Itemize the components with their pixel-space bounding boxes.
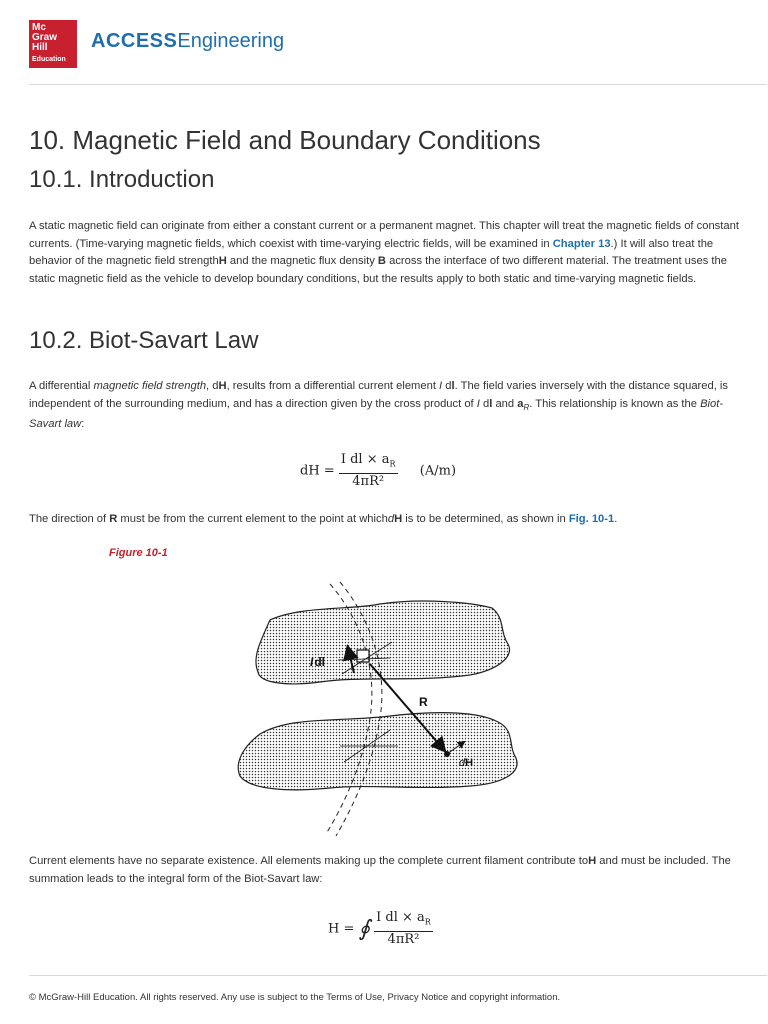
symbol-H: H <box>218 380 227 392</box>
text-run: A differential <box>29 380 94 392</box>
symbol-H: H <box>588 855 597 867</box>
text-run: . <box>614 513 618 525</box>
numerator-subscript: R <box>389 459 396 469</box>
label-Idl: Idl <box>310 655 326 669</box>
text-run: and <box>492 397 518 410</box>
equation-H-integral <box>328 910 433 948</box>
term-magnetic-field-strength: magnetic field strength <box>93 380 207 392</box>
symbol-I: I <box>439 380 443 392</box>
subscript-R: R <box>523 402 530 412</box>
equation-denominator: 4πR² <box>387 931 420 947</box>
logo-line: Education <box>32 56 66 63</box>
chapter-title: 10. Magnetic Field and Boundary Conditions <box>29 125 541 156</box>
section-title-introduction: 10.1. Introduction <box>29 166 215 193</box>
site-header <box>0 0 768 84</box>
text-run: The direction of <box>29 513 110 525</box>
numerator-text: I dl × a <box>340 452 390 467</box>
equation-lhs: dH = <box>300 463 335 479</box>
figure-10-1-diagram <box>230 578 530 840</box>
equation-numerator <box>339 452 398 474</box>
text-run: d <box>479 397 490 410</box>
mcgraw-hill-logo[interactable] <box>29 20 77 68</box>
equation-dH <box>300 452 456 490</box>
term-biot-savart-law: Biot-Savart law <box>29 397 724 431</box>
symbol-d: d <box>387 513 395 525</box>
symbol-H: H <box>218 255 227 267</box>
text-run: d <box>442 380 452 392</box>
current-elements-paragraph <box>29 853 741 888</box>
numerator-subscript: R <box>424 917 431 927</box>
chapter-13-link[interactable]: Chapter 13 <box>552 237 611 250</box>
biot-savart-paragraph <box>29 378 741 434</box>
figure-caption: Figure 10-1 <box>109 547 168 559</box>
footer-divider <box>29 975 767 976</box>
equation-fraction <box>374 910 433 948</box>
equation-fraction <box>339 452 398 490</box>
symbol-l: l <box>489 397 493 410</box>
numerator-text: I dl × a <box>376 910 425 925</box>
header-divider <box>29 84 767 85</box>
text-run: .) It will also treat the behavior of the magnetic field strength <box>29 237 714 267</box>
text-run: . This relationship is known as the <box>529 397 701 410</box>
text-run: . The field varies inversely with the distance squared, is independent of the surrounding medium, and has a direction given by the cross product of <box>29 380 729 410</box>
symbol-l: l <box>451 380 455 392</box>
logo-line: Graw <box>32 32 58 43</box>
copyright-footer: © McGraw-Hill Education. All rights reserved. Any use is subject to the Terms of Use, Privacy Notice and copyright information. <box>29 992 561 1003</box>
symbol-a: a <box>517 397 524 410</box>
equation-units: (A/m) <box>419 463 457 479</box>
logo-line: Mc <box>32 22 46 33</box>
symbol-I: I <box>476 397 480 410</box>
text-run: must be from the current element to the point at which <box>117 513 388 525</box>
symbol-B: B <box>377 255 386 267</box>
equation-numerator <box>374 910 433 932</box>
text-run: across the interface of two different material. The treatment uses the static magnetic field as the vehicle to develop boundary conditions, but the results apply to both static and time-varying magnetic fields. <box>29 255 727 285</box>
text-run: and the magnetic flux density <box>226 255 378 267</box>
text-run: , d <box>206 380 219 392</box>
direction-paragraph <box>29 511 741 529</box>
label-dH: dH <box>459 757 474 769</box>
intro-paragraph <box>29 218 741 288</box>
text-run: and must be included. The summation leads to the integral form of the Biot-Savart law: <box>29 855 731 885</box>
access-engineering-logo[interactable] <box>91 30 284 53</box>
lower-surface <box>238 713 517 790</box>
section-title-biot-savart: 10.2. Biot-Savart Law <box>29 327 259 354</box>
text-run: Current elements have no separate existence. All elements making up the complete current filament contribute to <box>29 855 589 867</box>
equation-lhs: H = <box>328 921 355 937</box>
brand-part-engineering: Engineering <box>177 30 285 52</box>
equation-denominator: 4πR² <box>352 473 385 489</box>
symbol-H: H <box>394 513 403 525</box>
label-R: R <box>419 695 428 709</box>
brand-part-access: ACCESS <box>91 30 178 52</box>
figure-10-1-link[interactable]: Fig. 10-1 <box>568 513 615 525</box>
text-run: is to be determined, as shown in <box>402 513 569 525</box>
symbol-R: R <box>109 513 118 525</box>
text-run: A static magnetic field can originate from either a constant current or a permanent magnet. This chapter will treat the magnetic fields of constant currents. (Time-varying magnetic fields, which coexist with time-varying electric fields, will be examined in <box>29 220 739 250</box>
text-run: , results from a differential current element <box>226 380 440 392</box>
upper-surface <box>256 601 510 684</box>
logo-line: Hill <box>32 42 48 53</box>
contour-integral-symbol: ∮ <box>358 916 370 942</box>
text-run: : <box>81 418 85 431</box>
